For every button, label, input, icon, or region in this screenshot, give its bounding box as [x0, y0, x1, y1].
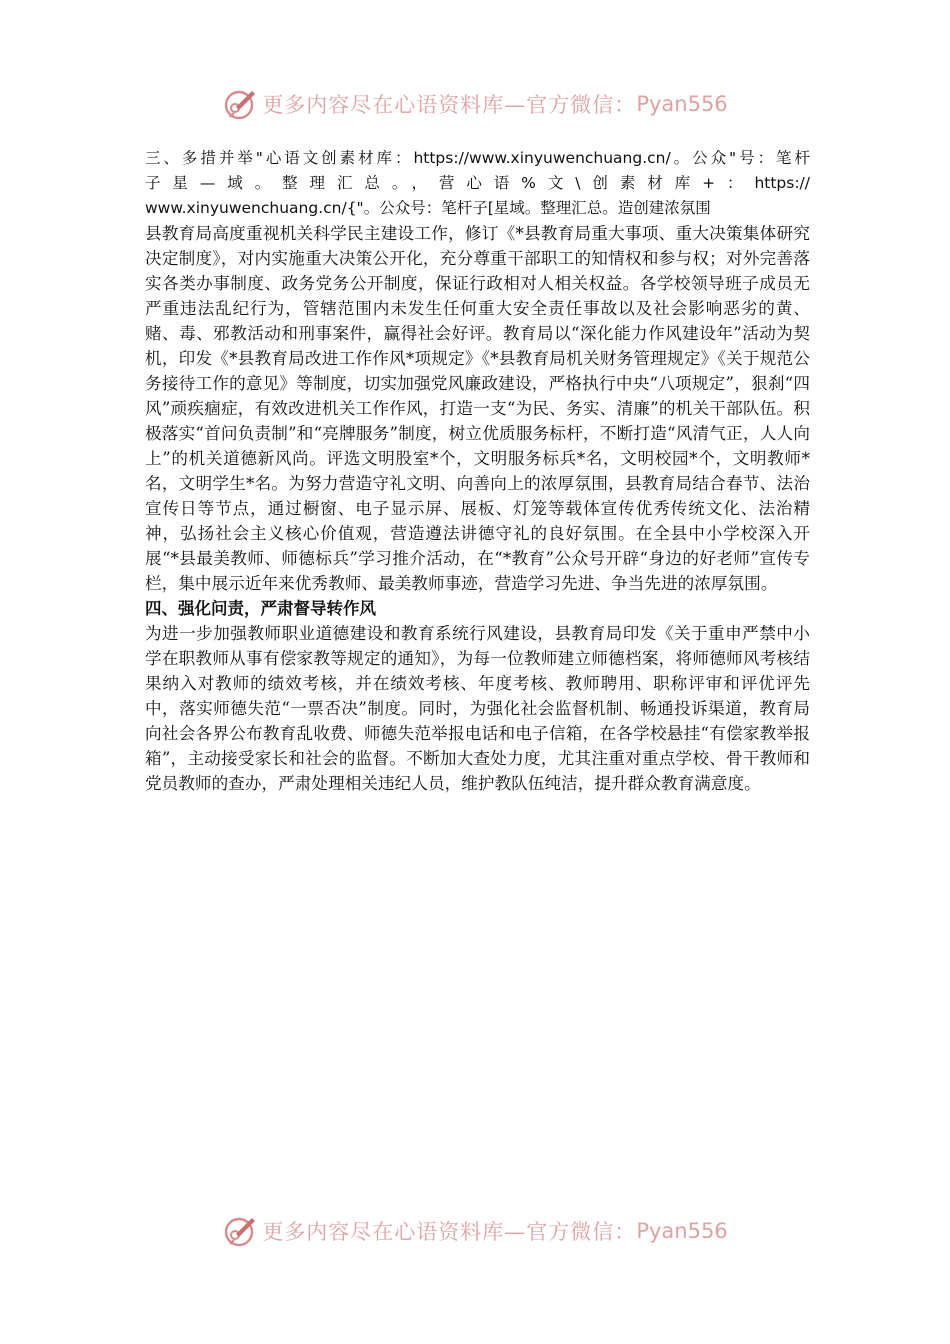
banner-text: 更多内容尽在心语资料库—官方微信：: [262, 93, 637, 117]
document-body: [145, 146, 810, 796]
paragraph-section-3: 县教育局高度重视机关科学民主建设工作，修订《*县教育局重大事项、重大决策集体研究决定制度》，对内实施重大决策公开化，充分尊重干部职工的知情权和参与权；对外完善落实各类办事制度、政务党务公开制度，保证行政相对人相关权益。各学校领导班子成员无严重违法乱纪行为，管辖范围内未发生任何重大安全责任事故以及社会影响恶劣的黄、赌、毒、邪教活动和刑事案件，赢得社会好评。教育局以“深化能力作风建设年”活动为契机，印发《*县教育局改进工作作风*项规定》《*县教育局机关财务管理规定》《关于规范公务接待工作的意见》等制度，切实加强党风廉政建设，严格执行中央“八项规定”，狠刹“四风”顽疾痼症，有效改进机关工作作风，打造一支“为民、务实、清廉”的机关干部队伍。积极落实“首问负责制”和“亮牌服务”制度，树立优质服务标杆，不断打造“风清气正，人人向上”的机关道德新风尚。评选文明股室*个，文明服务标兵*名，文明校园*个，文明教师*名，文明学生*名。为努力营造守礼文明、向善向上的浓厚氛围，县教育局结合春节、法治宣传日等节点，通过橱窗、电子显示屏、展板、灯笼等载体宣传优秀传统文化、法治精神，弘扬社会主义核心价值观，营造遵法讲德守礼的良好氛围。在全县中小学校深入开展“*县最美教师、师德标兵”学习推介活动，在“*教育”公众号开辟“身边的好老师”宣传专栏，集中展示近年来优秀教师、最美教师事迹，营造学习先进、争当先进的浓厚氛围。: [145, 224, 810, 593]
banner-wechat-id: Pyan556: [636, 1219, 728, 1243]
footer-banner: [0, 1209, 950, 1253]
watermark-line: 三、多措并举"心语文创素材库：https://www.xinyuwenchuang.cn/。公众"号：笔杆: [145, 149, 810, 167]
watermark-line: 子星—域。整理汇总。，营心语%文\创素材库+：https://: [145, 174, 810, 192]
pen-circle-icon: [222, 1213, 258, 1249]
watermark-line: www.xinyuwenchuang.cn/{"。公众号：笔杆子[星域。整理汇总。造创建浓氛围: [145, 199, 711, 217]
header-banner: [0, 82, 950, 126]
section-heading-4: 四、强化问责，严肃督导转作风: [145, 599, 376, 618]
pen-circle-icon: [222, 86, 258, 122]
watermark-text-block: [145, 146, 810, 221]
banner-wechat-id: Pyan556: [636, 92, 728, 116]
banner-text: 更多内容尽在心语资料库—官方微信：: [262, 1220, 637, 1244]
paragraph-section-4: 为进一步加强教师职业道德建设和教育系统行风建设，县教育局印发《关于重申严禁中小学在职教师从事有偿家教等规定的通知》，为每一位教师建立师德档案，将师德师风考核结果纳入对教师的绩效考核，并在绩效考核、年度考核、教师聘用、职称评审和评优评先中，落实师德失范“一票否决”制度。同时，为强化社会监督机制、畅通投诉渠道，教育局向社会各界公布教育乱收费、师德失范举报电话和电子信箱，在各学校悬挂“有偿家教举报箱”，主动接受家长和社会的监督。不断加大查处力度，尤其注重对重点学校、骨干教师和党员教师的查办，严肃处理相关违纪人员，维护教队伍纯洁，提升群众教育满意度。: [145, 624, 810, 793]
